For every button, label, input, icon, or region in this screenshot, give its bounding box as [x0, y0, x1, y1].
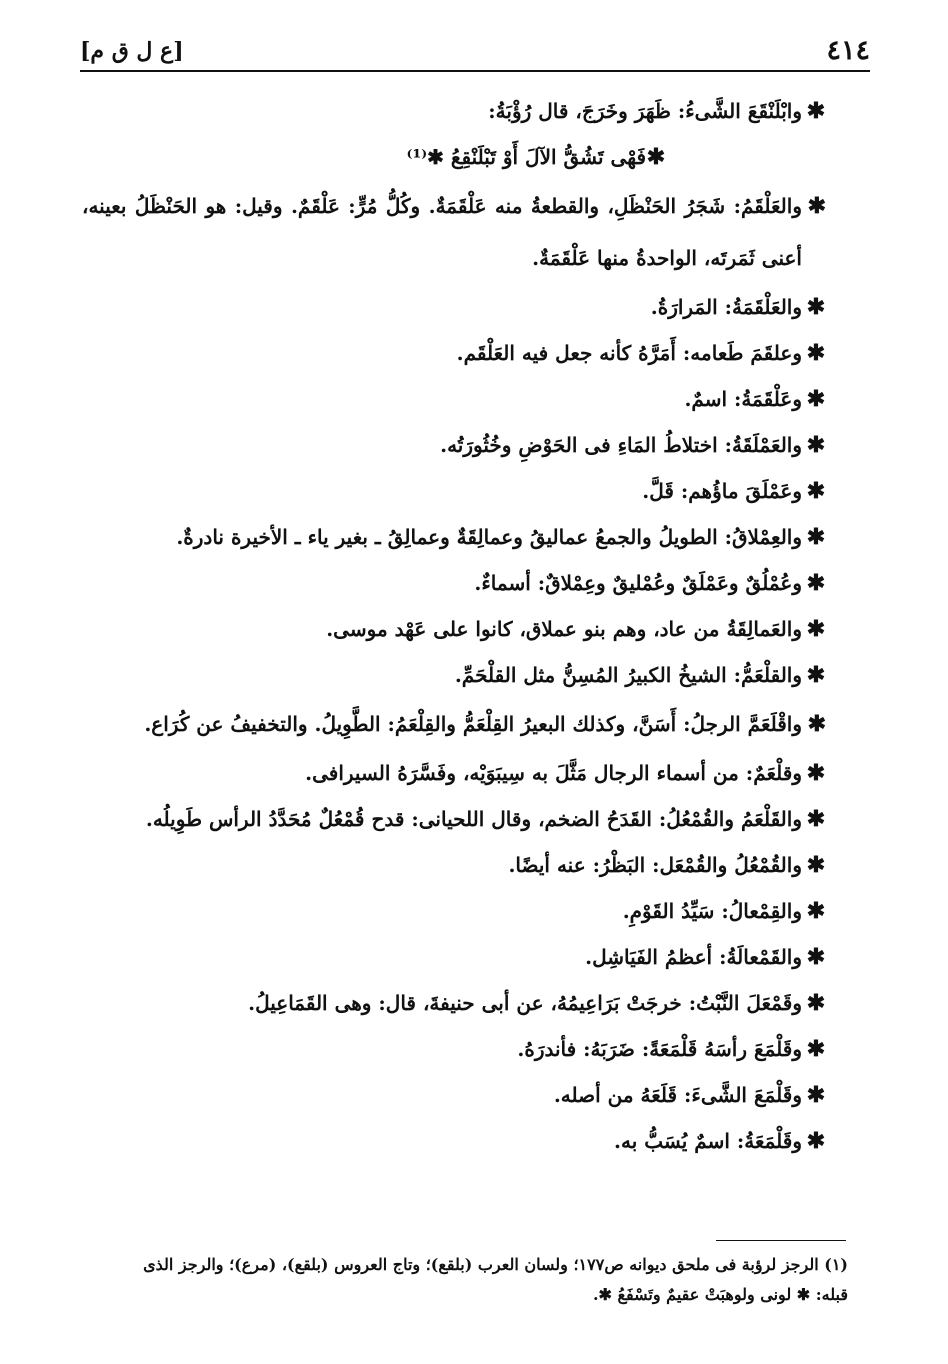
entry-amlaqa-water: [82, 468, 826, 514]
entry-text: والعَلْقَمُ: شَجَرُ الحَنْظَلِ، والقطعةُ منه عَلْقَمَةٌ. وكُلُّ مُرٍّ: عَلْقَمٌ. وقيل: هو الحَنْظَلُ بعينه، أعنى ثَمَرتَه، الواحدةُ منها عَلْقَمَةٌ.: [82, 194, 802, 270]
dictionary-entries: [82, 88, 826, 1164]
star-bullet: ✱: [807, 193, 826, 219]
star-bullet: ✱: [806, 386, 826, 412]
star-bullet: ✱: [806, 944, 826, 970]
entry-text: وعلقَمَ طَعامه: أَمَرَّهُ كأنه جعل فيه العَلْقَم.: [456, 341, 802, 365]
page-number: ٤١٤: [826, 35, 870, 66]
star-bullet: ✱: [806, 1128, 826, 1154]
star-bullet: ✱: [806, 898, 826, 924]
entry-text: واقْلَعَمَّ الرجلُ: أَسَنَّ، وكذلك البعيرُ القِلْعَمُّ والقِلْعَمُ: الطَّوِيلُ. والتخفيفُ عن كُرَاع.: [144, 712, 802, 736]
entry-qamala: [82, 934, 826, 980]
star-bullet: ✱: [806, 1036, 826, 1062]
star-bullet: ✱: [807, 711, 826, 737]
entry-text: والقَلْعَمُ والقُمْعُلُ: القَدَحُ الضخم، وقال اللحيانى: قدح قُمْعُلٌ مُحَدَّدُ الرأس طَوِيلُه.: [145, 807, 802, 831]
entry-iqlaamma: [82, 698, 826, 750]
entry-alqam: [82, 180, 826, 284]
entry-qalam-cup: [82, 796, 826, 842]
entry-text: وقَمْعَلَ النَّبْتُ: خرجَتْ بَرَاعِيمُهُ، عن أبى حنيفةَ، قال: وهى القَمَاعِيلُ.: [248, 991, 802, 1015]
footnotes: [82, 1250, 848, 1310]
star-bullet: ✱: [806, 340, 826, 366]
entry-alqama-bitterness: [82, 284, 826, 330]
star-bullet: ✱: [806, 1082, 826, 1108]
entry-text: وقَلْمَعَةُ: اسمٌ يُسَبُّ به.: [614, 1129, 802, 1153]
star-bullet: ✱: [806, 616, 826, 642]
entry-qilammm: [82, 652, 826, 698]
entry-text: والعَمْلَقَةُ: اختلاطُ المَاءِ فى الحَوْضِ وخُثُورَتُه.: [440, 433, 802, 457]
star-bullet: ✱: [806, 662, 826, 688]
entry-text: والعِمْلاقُ: الطويلُ والجمعُ عماليقُ وعمالِقَةٌ وعمالِقُ ـ بغير ياء ـ الأخيرة نادرةٌ.: [176, 525, 802, 549]
entry-text: وعَلْقَمَةُ: اسمٌ.: [684, 387, 802, 411]
entry-amlaqa: [82, 422, 826, 468]
entry-qimal: [82, 888, 826, 934]
footnote-line-1: (١) الرجز لرؤبة فى ملحق ديوانه ص١٧٧؛ ولسان العرب (بلقع)؛ وتاج العروس (بلقع)، (مرع)؛ والرجز الذى: [143, 1255, 848, 1274]
entry-qalmaa-head: [82, 1026, 826, 1072]
entry-text: وعَمْلَقَ ماؤُهم: قَلَّ.: [642, 479, 802, 503]
star-bullet: ✱: [806, 760, 826, 786]
star-bullet: ✱: [806, 806, 826, 832]
star-bullet: ✱: [806, 294, 826, 320]
entry-names: [82, 560, 826, 606]
header-rule: [80, 70, 870, 72]
entry-text: وقَلْمَعَ رأسَهُ قَلْمَعَةً: ضَرَبَهُ: فأندرَهُ.: [517, 1037, 802, 1061]
entry-qalmaa-uproot: [82, 1072, 826, 1118]
verse-line: [82, 134, 826, 180]
entry-text: والعَمالِقَةُ من عاد، وهم بنو عملاق، كانوا على عَهْد موسى.: [326, 617, 802, 641]
entry-iblanqaa: [82, 88, 826, 134]
entry-qumul: [82, 842, 826, 888]
entry-text: وقَلْمَعَ الشَّىءَ: قَلَعَهُ من أصله.: [553, 1083, 802, 1107]
entry-text: وقلْعَمٌ: من أسماء الرجال مَثَّلَ به سِيبَوَيْه، وفَسَّرَهُ السيرافى.: [305, 761, 802, 785]
entry-text: وابْلَنْقَعَ الشَّىءُ: ظَهَرَ وخَرَجَ، قال رُؤْبَةُ:: [488, 99, 802, 123]
verse-text: فَهْى تَشُقُّ الآلَ أَوْ تَبْلَنْقِعُ ✱⁽¹⁾: [406, 145, 646, 169]
entry-alqama-name: [82, 376, 826, 422]
footnote-line-2: قبله: ✱ لونى ولوهبَتْ عقيمٌ وتَسْفَعُ ✱.: [592, 1285, 848, 1304]
star-bullet: ✱: [806, 98, 826, 124]
star-bullet: ✱: [806, 524, 826, 550]
entry-alqama-food: [82, 330, 826, 376]
entry-amaliqa: [82, 606, 826, 652]
star-bullet: ✱: [806, 478, 826, 504]
entry-text: والعَلْقَمَةُ: المَرارَةُ.: [650, 295, 802, 319]
star-bullet: ✱: [806, 990, 826, 1016]
star-bullet: ✱: [646, 144, 666, 170]
entry-qilam-name: [82, 750, 826, 796]
entry-qamala-plant: [82, 980, 826, 1026]
star-bullet: ✱: [806, 852, 826, 878]
entry-text: والقلْعَمُّ: الشيخُ الكبيرُ المُسِنُّ مثل القلْحَمِّ.: [454, 663, 802, 687]
entry-text: والقِمْعالُ: سَيِّدُ القَوْمِ.: [622, 899, 802, 923]
entry-qalmaa-insult: [82, 1118, 826, 1164]
star-bullet: ✱: [806, 432, 826, 458]
page-header: [80, 32, 870, 70]
root-letters-label: [ع ل ق م]: [80, 38, 184, 64]
star-bullet: ✱: [806, 570, 826, 596]
entry-imlaq: [82, 514, 826, 560]
entry-text: والقَمْعالَةُ: أعظمُ الفَيَاشِل.: [585, 945, 802, 969]
entry-text: وعُمْلُقٌ وعَمْلَقٌ وعُمْليقٌ وعِمْلاقٌ: أسماءٌ.: [474, 571, 802, 595]
footnote-rule: [716, 1240, 846, 1241]
entry-text: والقُمْعُلُ والقُمْعَل: البَظْرُ: عنه أيضًا.: [508, 853, 802, 877]
